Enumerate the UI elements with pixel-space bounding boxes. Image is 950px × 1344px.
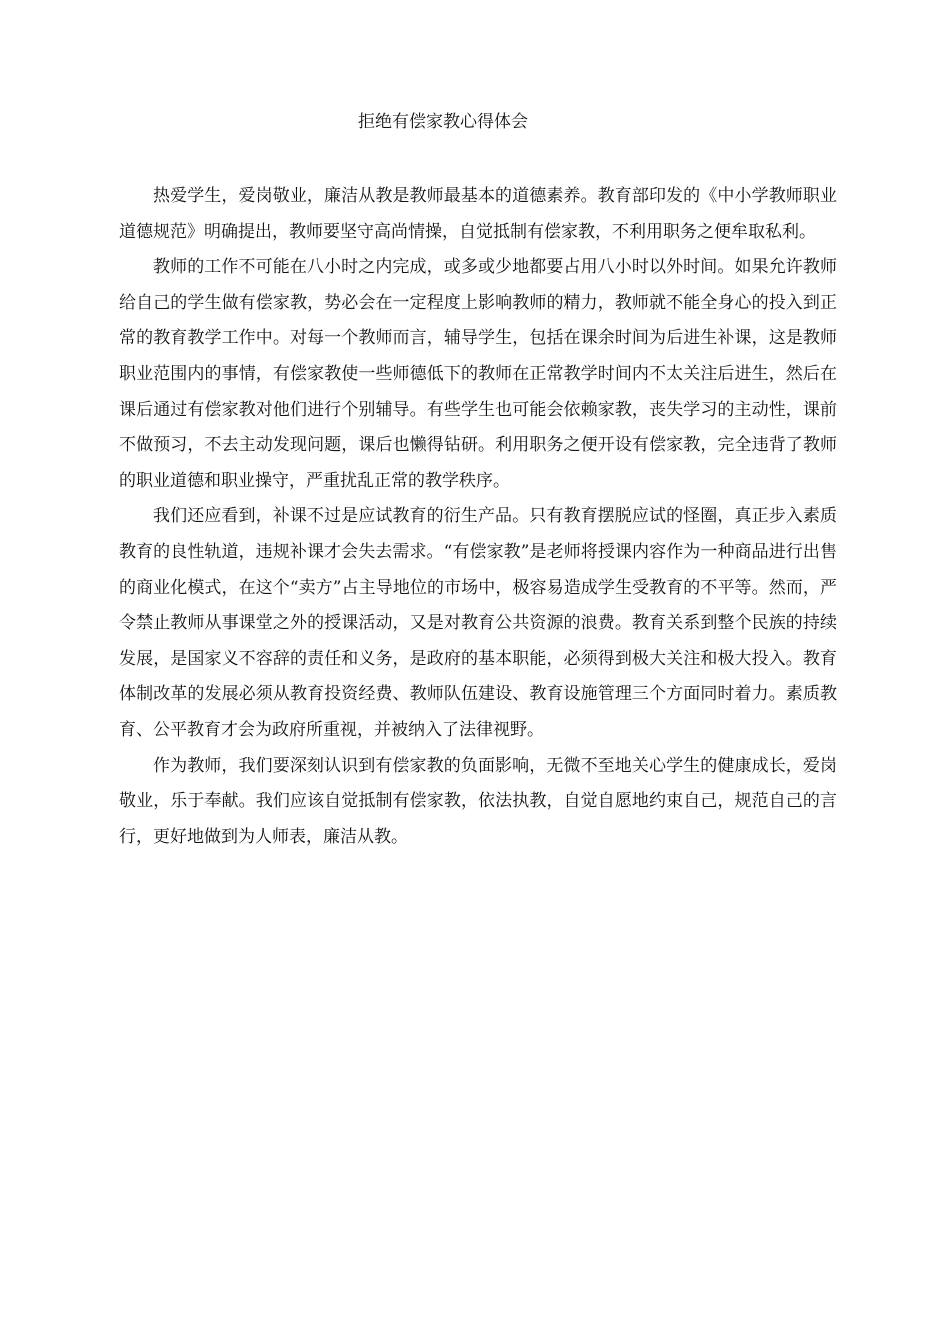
paragraph: 作为教师，我们要深刻认识到有偿家教的负面影响，无微不至地关心学生的健康成长，爱岗敬业，乐于奉献。我们应该自觉抵制有偿家教，依法执教，自觉自愿地约束自己，规范自己的言行，更好地做到为人师表，廉洁从教。 [119,755,837,847]
paragraph: 教师的工作不可能在八小时之内完成，或多或少地都要占用八小时以外时间。如果允许教师给自己的学生做有偿家教，势必会在一定程度上影响教师的精力，教师就不能全身心的投入到正常的教育教学工作中。对每一个教师而言，辅导学生，包括在课余时间为后进生补课，这是教师职业范围内的事情，有偿家教使一些师德低下的教师在正常教学时间内不太关注后进生，然后在课后通过有偿家教对他们进行个别辅导。有些学生也可能会依赖家教，丧失学习的主动性，课前不做预习，不去主动发现问题，课后也懒得钻研。利用职务之便开设有偿家教，完全违背了教师的职业道德和职业操守，严重扰乱正常的教学秩序。 [119,257,837,491]
paragraph: 我们还应看到，补课不过是应试教育的衍生产品。只有教育摆脱应试的怪圈，真正步入素质教育的良性轨道，违规补课才会失去需求。“有偿家教”是老师将授课内容作为一种商品进行出售的商业化模式，在这个“卖方”占主导地位的市场中，极容易造成学生受教育的不平等。然而，严令禁止教师从事课堂之外的授课活动，又是对教育公共资源的浪费。教育关系到整个民族的持续发展，是国家义不容辞的责任和义务，是政府的基本职能，必须得到极大关注和极大投入。教育体制改革的发展必须从教育投资经费、教师队伍建设、教育设施管理三个方面同时着力。素质教育、公平教育才会为政府所重视，并被纳入了法律视野。 [119,506,837,740]
paragraph: 热爱学生，爱岗敬业，廉洁从教是教师最基本的道德素养。教育部印发的《中小学教师职业道德规范》明确提出，教师要坚守高尚情操，自觉抵制有偿家教，不利用职务之便牟取私利。 [119,186,837,242]
document-body [119,179,837,855]
document-title: 拒绝有偿家教心得体会 [358,112,528,132]
